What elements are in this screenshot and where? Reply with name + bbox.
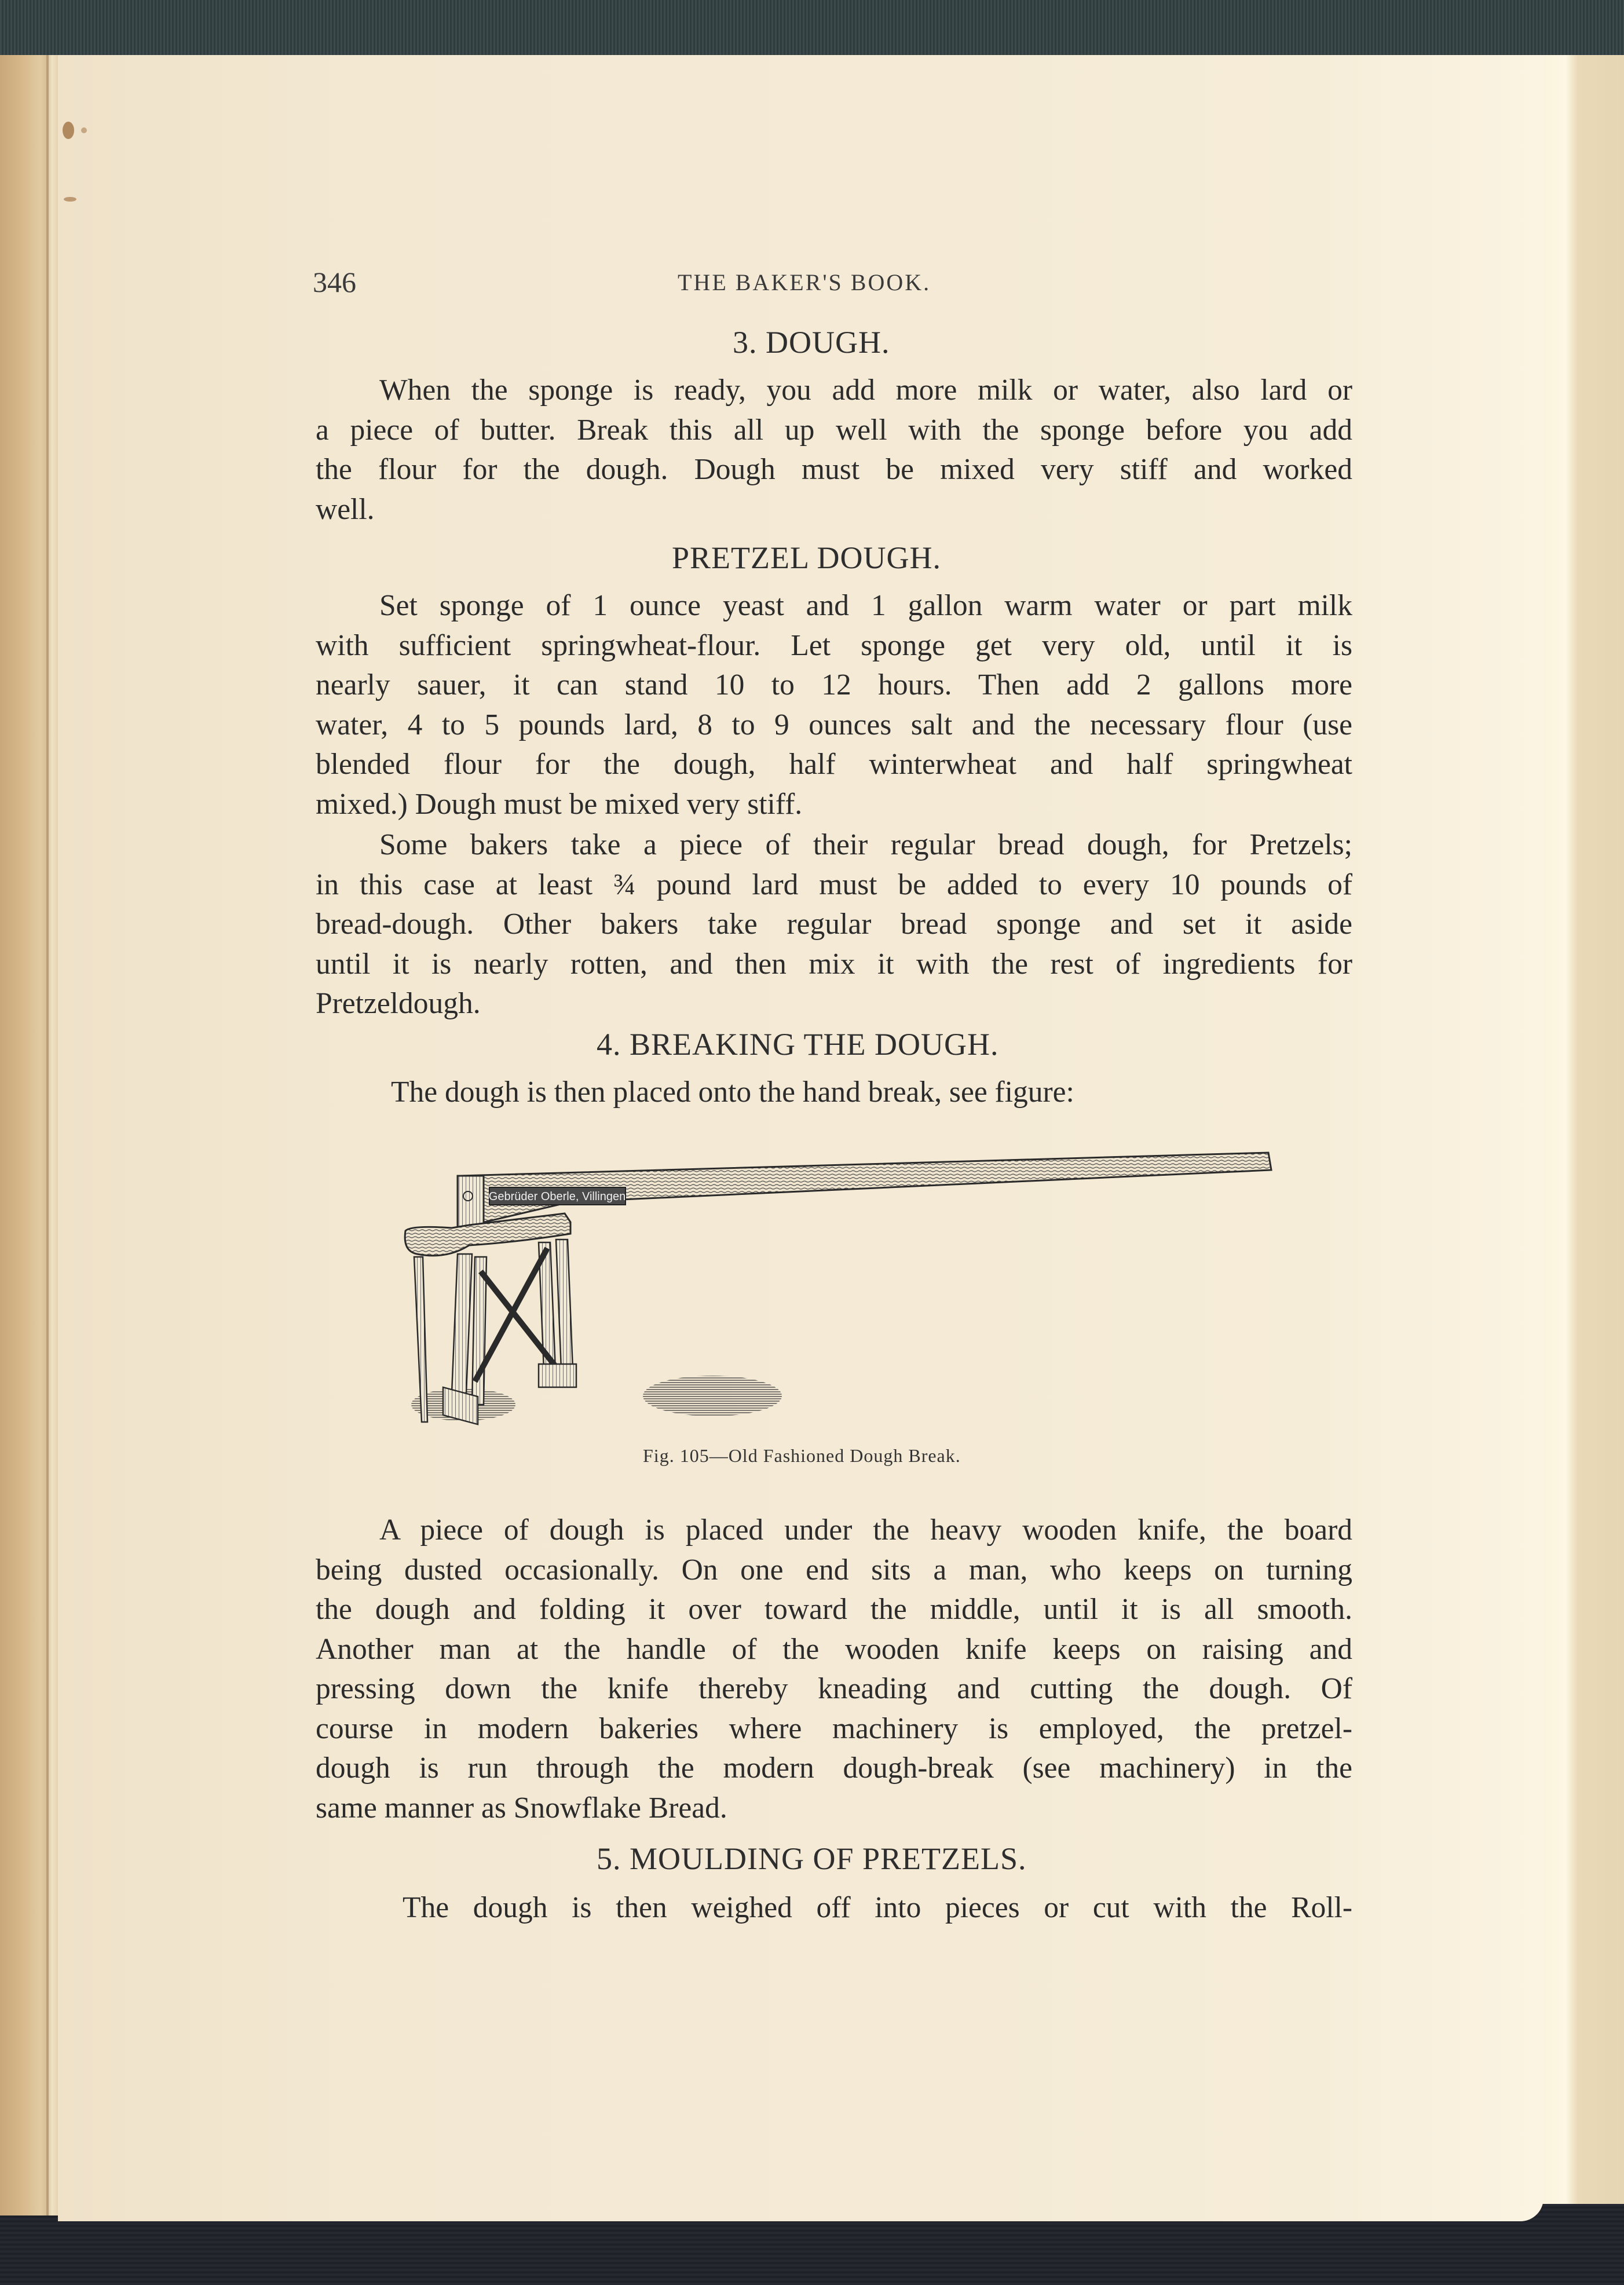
text-line: well. xyxy=(316,492,375,526)
text-line: the flour for the dough. Dough must be mixed very stiff and worked xyxy=(316,453,1352,486)
text-line: being dusted occasionally. On one end sits a man, who keeps on turning xyxy=(316,1553,1352,1586)
text-line: Another man at the handle of the wooden knife keeps on raising and xyxy=(316,1632,1352,1666)
table-leg xyxy=(556,1240,573,1384)
text-line: same manner as Snowflake Bread. xyxy=(316,1791,727,1825)
text-line: Set sponge of 1 ounce yeast and 1 gallon warm water or part milk xyxy=(379,589,1352,622)
figure-caption: Fig. 105—Old Fashioned Dough Break. xyxy=(643,1445,961,1466)
section-heading-moulding-of-pretzels: 5. MOULDING OF PRETZELS. xyxy=(597,1841,1027,1876)
paragraph xyxy=(316,1073,1352,1113)
text-line: A piece of dough is placed under the heavy wooden knife, the board xyxy=(379,1513,1352,1547)
page-number: 346 xyxy=(313,266,356,298)
page-stack-edge xyxy=(0,55,58,2215)
text-line: the dough and folding it over toward the middle, until it is all smooth. xyxy=(316,1593,1352,1626)
text-line: mixed.) Dough must be mixed very stiff. xyxy=(316,787,803,821)
text-line: Some bakers take a piece of their regular bread dough, for Pretzels; xyxy=(379,828,1352,861)
text-line: in this case at least ¾ pound lard must be added to every 10 pounds of xyxy=(316,868,1352,901)
table-leg xyxy=(452,1254,472,1393)
paragraph xyxy=(316,1888,1352,1928)
foxing-stain xyxy=(64,197,76,202)
text-line: Pretzeldough. xyxy=(316,987,481,1020)
text-line: with sufficient springwheat-flour. Let sponge get very old, until it is xyxy=(316,628,1352,662)
paragraph xyxy=(316,1511,1352,1828)
foxing-stain xyxy=(81,127,87,133)
paragraph xyxy=(316,371,1352,529)
text-line: nearly sauer, it can stand 10 to 12 hours. Then add 2 gallons more xyxy=(316,668,1352,701)
text-line: dough is run through the modern dough-break (see machinery) in the xyxy=(316,1752,1352,1785)
floor-shadow xyxy=(643,1376,782,1416)
table-foot xyxy=(539,1364,576,1387)
dough-break-illustration xyxy=(400,1138,1303,1451)
facing-page-edge xyxy=(1541,55,1624,2204)
text-line: The dough is then placed onto the hand break, see figure: xyxy=(391,1076,1074,1109)
text-line: until it is nearly rotten, and then mix it with the rest of ingredients for xyxy=(316,947,1352,981)
text-line: course in modern bakeries where machinery is employed, the pretzel- xyxy=(316,1712,1352,1745)
section-heading-pretzel-dough: PRETZEL DOUGH. xyxy=(672,540,941,575)
section-heading-breaking-the-dough: 4. BREAKING THE DOUGH. xyxy=(597,1027,999,1062)
text-line: water, 4 to 5 pounds lard, 8 to 9 ounces salt and the necessary flour (use xyxy=(316,708,1352,741)
table-leg xyxy=(414,1257,427,1422)
foxing-stain xyxy=(63,122,74,139)
text-line: a piece of butter. Break this all up well with the sponge before you add xyxy=(316,413,1352,447)
text-line: blended flour for the dough, half winterwheat and half springwheat xyxy=(316,748,1352,781)
book-cover-top xyxy=(0,0,1624,58)
text-line: When the sponge is ready, you add more milk or water, also lard or xyxy=(379,374,1352,407)
paragraph xyxy=(316,586,1352,824)
text-line: The dough is then weighed off into pieces or cut with the Roll- xyxy=(403,1891,1352,1924)
paragraph xyxy=(316,825,1352,1024)
running-head xyxy=(313,265,1413,300)
pivot-block xyxy=(458,1176,484,1228)
maker-plate-text: Gebrüder Oberle, Villingen xyxy=(488,1190,626,1203)
running-title: THE BAKER'S BOOK. xyxy=(678,269,931,295)
text-line: pressing down the knife thereby kneading and cutting the dough. Of xyxy=(316,1672,1352,1705)
text-line: bread-dough. Other bakers take regular bread sponge and set it aside xyxy=(316,908,1352,941)
section-heading-dough: 3. DOUGH. xyxy=(733,325,890,360)
